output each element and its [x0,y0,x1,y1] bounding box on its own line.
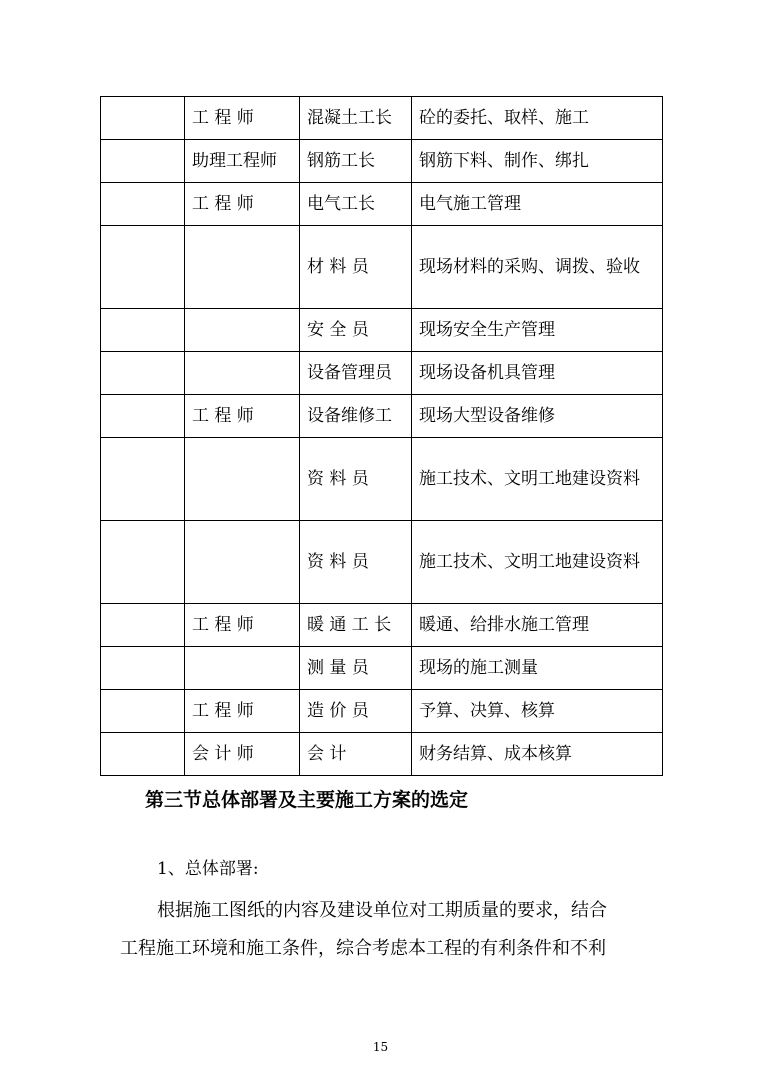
title-cell [185,647,300,690]
dept-cell [101,604,185,647]
table-row [101,140,663,183]
duty-cell: 予算、决算、核算 [412,690,663,733]
table-row [101,521,663,604]
table-row [101,97,663,140]
table-row [101,733,663,776]
table-row [101,647,663,690]
position-cell: 设备维修工 [300,395,412,438]
title-cell [185,438,300,521]
position-cell: 资 料 员 [300,521,412,604]
table-row [101,309,663,352]
duty-cell: 电气施工管理 [412,183,663,226]
duty-cell: 现场设备机具管理 [412,352,663,395]
position-cell: 材 料 员 [300,226,412,309]
title-cell: 工 程 师 [185,395,300,438]
page-number: 15 [372,1040,389,1054]
table-row [101,604,663,647]
table-row [101,395,663,438]
paragraph-line-2: 工程施工环境和施工条件，综合考虑本工程的有利条件和不利 [120,938,606,959]
duty-cell: 现场安全生产管理 [412,309,663,352]
title-cell: 工 程 师 [185,690,300,733]
position-cell: 电气工长 [300,183,412,226]
dept-cell [101,521,185,604]
duty-cell: 施工技术、文明工地建设资料 [412,521,663,604]
staff-table-body [101,97,663,776]
table-row [101,226,663,309]
title-cell: 助理工程师 [185,140,300,183]
table-row [101,352,663,395]
dept-cell [101,309,185,352]
subsection-title: 1、总体部署: [157,859,259,879]
dept-cell [101,97,185,140]
table-row [101,183,663,226]
title-cell: 工 程 师 [185,97,300,140]
title-cell: 工 程 师 [185,183,300,226]
title-cell [185,521,300,604]
dept-cell [101,690,185,733]
dept-cell [101,647,185,690]
duty-cell: 砼的委托、取样、施工 [412,97,663,140]
position-cell: 混凝土工长 [300,97,412,140]
duty-cell: 现场大型设备维修 [412,395,663,438]
position-cell: 资 料 员 [300,438,412,521]
duty-cell: 现场的施工测量 [412,647,663,690]
dept-cell [101,395,185,438]
position-cell: 设备管理员 [300,352,412,395]
duty-cell: 现场材料的采购、调拨、验收 [412,226,663,309]
title-cell: 会 计 师 [185,733,300,776]
position-cell: 暖 通 工 长 [300,604,412,647]
duty-cell: 财务结算、成本核算 [412,733,663,776]
duty-cell: 施工技术、文明工地建设资料 [412,438,663,521]
dept-cell [101,140,185,183]
position-cell: 钢筋工长 [300,140,412,183]
title-cell [185,226,300,309]
position-cell: 安 全 员 [300,309,412,352]
title-cell [185,352,300,395]
dept-cell [101,438,185,521]
staff-responsibility-table [100,96,663,776]
dept-cell [101,183,185,226]
dept-cell [101,733,185,776]
duty-cell: 暖通、给排水施工管理 [412,604,663,647]
title-cell: 工 程 师 [185,604,300,647]
section-title: 第三节总体部署及主要施工方案的选定 [145,789,469,811]
position-cell: 测 量 员 [300,647,412,690]
dept-cell [101,352,185,395]
duty-cell: 钢筋下料、制作、绑扎 [412,140,663,183]
table-row [101,690,663,733]
position-cell: 会 计 [300,733,412,776]
title-cell [185,309,300,352]
dept-cell [101,226,185,309]
table-row [101,438,663,521]
position-cell: 造 价 员 [300,690,412,733]
paragraph-line-1: 根据施工图纸的内容及建设单位对工期质量的要求，结合 [157,900,607,921]
